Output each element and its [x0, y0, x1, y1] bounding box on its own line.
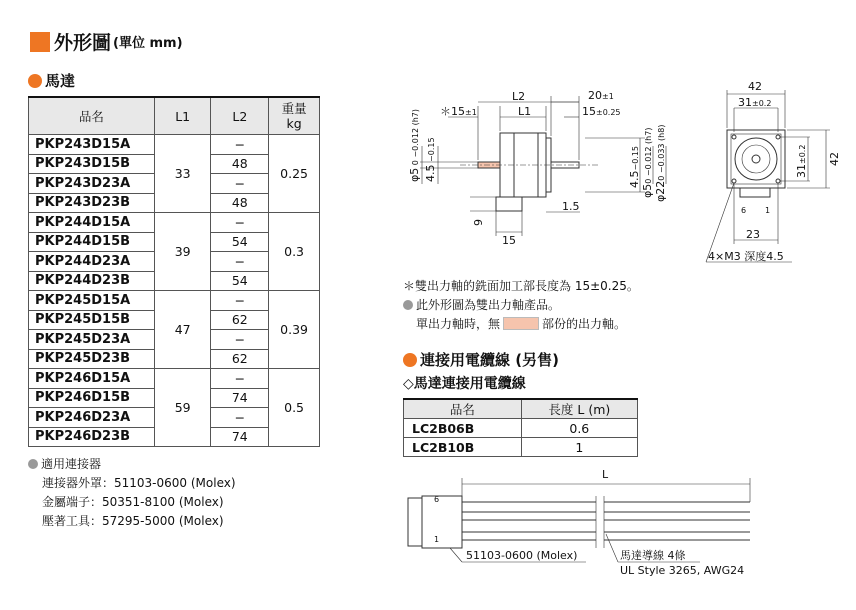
- model-name: PKP245D23B: [29, 349, 155, 369]
- model-name: PKP245D15B: [29, 310, 155, 330]
- l2-value: 54: [211, 232, 269, 252]
- orange-dot-icon: [28, 74, 42, 88]
- weight-value: 0.5: [269, 369, 320, 447]
- cable-pin-1: 1: [434, 535, 440, 544]
- table-row: [29, 135, 320, 155]
- dim-15-bottom: 15: [502, 234, 516, 247]
- connector-line-2: 金屬端子：50351-8100 (Molex): [42, 495, 224, 509]
- model-name: PKP246D15A: [29, 369, 155, 389]
- weight-value: 0.39: [269, 291, 320, 369]
- dim-phi22: φ220 −0.033 (h8): [654, 124, 667, 202]
- cable-col-name: 品名: [404, 399, 522, 419]
- connector-info: [28, 455, 236, 531]
- cable-wire-label: 馬達導線 4條: [620, 549, 686, 562]
- dim-31-top: 31±0.2: [738, 96, 772, 109]
- dim-42-top: 42: [748, 80, 762, 93]
- dim-42-side: 42: [828, 152, 841, 166]
- cable-heading-text: 連接用電纜線 (另售): [420, 351, 559, 369]
- cable-dim-l: L: [602, 468, 609, 481]
- cable-name: LC2B06B: [404, 419, 522, 438]
- cable-length: 1: [521, 438, 637, 457]
- cable-heading: [403, 349, 559, 370]
- cable-length: 0.6: [521, 419, 637, 438]
- title-text: 外形圖: [54, 32, 112, 54]
- l2-value: 62: [211, 310, 269, 330]
- col-name: 品名: [29, 97, 155, 135]
- cable-header-row: [404, 399, 638, 419]
- title-square-icon: [30, 32, 50, 52]
- model-name: PKP243D23B: [29, 193, 155, 213]
- cable-connector-label: 51103-0600 (Molex): [466, 549, 578, 562]
- col-weight: [269, 97, 320, 135]
- model-name: PKP245D23A: [29, 330, 155, 350]
- model-name: PKP244D23A: [29, 252, 155, 272]
- dim-20: 20±1: [588, 89, 614, 102]
- model-name: PKP243D23A: [29, 174, 155, 194]
- table-row: [29, 291, 320, 311]
- dim-l1: L1: [518, 105, 532, 118]
- motor-spec-table: [28, 96, 320, 447]
- l2-value: 48: [211, 193, 269, 213]
- pin-1-label: 1: [765, 206, 771, 215]
- col-l1: L1: [154, 97, 211, 135]
- l2-value: 62: [211, 349, 269, 369]
- cable-pin-6: 6: [434, 495, 440, 504]
- cable-table: [403, 398, 638, 457]
- col-l2: L2: [211, 97, 269, 135]
- l2-value: −: [211, 213, 269, 233]
- dim-31-side: 31±0.2: [795, 144, 808, 178]
- connector-title: [28, 455, 236, 474]
- table-row: [29, 213, 320, 233]
- title-unit: (單位 mm): [113, 36, 183, 51]
- pin-6-label: 6: [741, 206, 747, 215]
- note-1: ＊雙出力軸的銑面加工部長度為 15±0.25。: [403, 279, 639, 293]
- weight-value: 0.25: [269, 135, 320, 213]
- cable-connector-body: [422, 496, 462, 548]
- cable-connector-housing: [408, 498, 422, 546]
- dim-l2: L2: [512, 90, 526, 103]
- dim-4-5-left: 4.5 −0.15: [424, 137, 437, 182]
- cable-col-length: 長度 L (m): [521, 399, 637, 419]
- l1-value: 33: [154, 135, 211, 213]
- motor-heading: [28, 70, 75, 91]
- l1-value: 39: [154, 213, 211, 291]
- weight-value: 0.3: [269, 213, 320, 291]
- table-row: [404, 419, 638, 438]
- l2-value: 74: [211, 427, 269, 447]
- connector-line-3: 壓著工具：57295-5000 (Molex): [42, 514, 224, 528]
- motor-heading-text: 馬達: [45, 72, 76, 90]
- l2-value: 48: [211, 154, 269, 174]
- l2-value: −: [211, 408, 269, 428]
- l2-value: −: [211, 330, 269, 350]
- model-name: PKP244D15A: [29, 213, 155, 233]
- l1-value: 47: [154, 291, 211, 369]
- table-row: [404, 438, 638, 457]
- dim-15: 15±0.25: [582, 105, 621, 118]
- front-view-pilot: [735, 138, 777, 180]
- connector-title-text: 適用連接器: [41, 457, 102, 471]
- dim-m3: 4×M3 深度4.5: [708, 250, 784, 263]
- note-2: 此外形圖為雙出力軸產品。: [403, 296, 639, 315]
- l2-value: −: [211, 174, 269, 194]
- dim-9: 9: [472, 219, 485, 226]
- model-name: PKP246D15B: [29, 388, 155, 408]
- cable-drawing: [400, 462, 850, 582]
- model-name: PKP243D15B: [29, 154, 155, 174]
- connector-block: [496, 197, 522, 211]
- note-3: 單出力軸時，無 部份的出力軸。: [416, 317, 627, 331]
- dim-1-5: 1.5: [562, 200, 580, 213]
- col-weight-a: 重量: [281, 101, 307, 116]
- dim-phi5: φ50 −0.012 (h7): [641, 127, 654, 198]
- table-header-row: [29, 97, 320, 135]
- dim-4-5: 4.5−0.15: [628, 145, 641, 188]
- page-title: [30, 28, 183, 55]
- l2-value: 54: [211, 271, 269, 291]
- col-weight-b: kg: [286, 116, 302, 131]
- connector-line-1: 連接器外罩：51103-0600 (Molex): [42, 476, 236, 490]
- cable-name: LC2B10B: [404, 438, 522, 457]
- front-view-connector: [740, 188, 770, 197]
- l2-value: −: [211, 135, 269, 155]
- gray-dot-icon: [403, 300, 413, 310]
- model-name: PKP246D23A: [29, 408, 155, 428]
- orange-dot-icon: [403, 353, 417, 367]
- drawing-notes: [403, 277, 639, 334]
- gray-dot-icon: [28, 459, 38, 469]
- dim-23: 23: [746, 228, 760, 241]
- table-row: [29, 369, 320, 389]
- cable-subheading: ◇馬達連接用電纜線: [403, 376, 526, 392]
- l1-value: 59: [154, 369, 211, 447]
- l2-value: −: [211, 252, 269, 272]
- model-name: PKP243D15A: [29, 135, 155, 155]
- dim-phi5-left: φ5 0 −0.012 (h7): [408, 109, 421, 182]
- model-name: PKP244D15B: [29, 232, 155, 252]
- l2-value: −: [211, 369, 269, 389]
- cable-wire-spec: UL Style 3265, AWG24: [620, 564, 745, 577]
- motor-drawing: [400, 66, 850, 276]
- dim-15-star: ＊15±1: [440, 105, 477, 118]
- l2-value: 74: [211, 388, 269, 408]
- model-name: PKP244D23B: [29, 271, 155, 291]
- model-name: PKP246D23B: [29, 427, 155, 447]
- shaft-highlight-swatch: [503, 317, 539, 330]
- l2-value: −: [211, 291, 269, 311]
- model-name: PKP245D15A: [29, 291, 155, 311]
- front-view-shaft: [752, 155, 760, 163]
